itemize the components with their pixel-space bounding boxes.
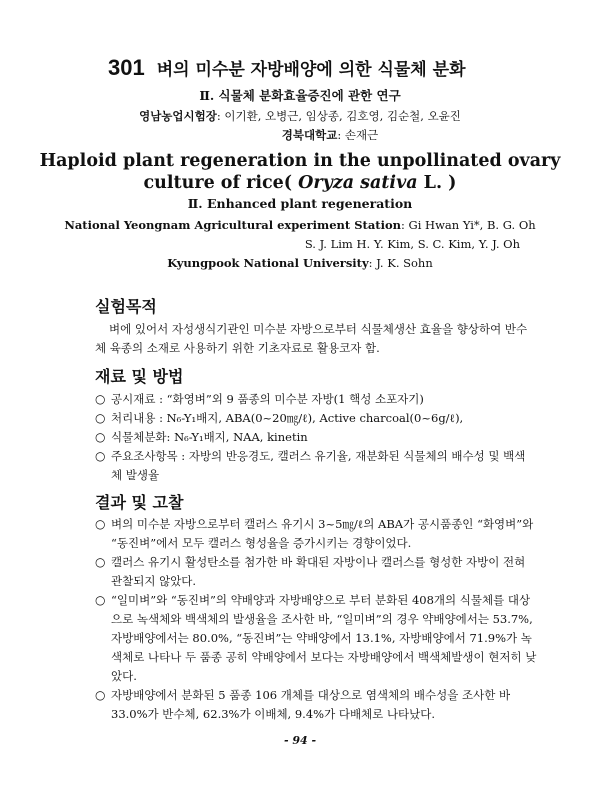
abstract-number: 301 — [108, 55, 145, 80]
section-heading-methods: 재료 및 방법 — [95, 367, 184, 386]
results-item-text: 캘러스 유기시 활성탄소를 첨가한 바 확대된 자방이나 캘러스를 형성한 자방이 전혀 관찰되지 않았다. — [111, 555, 526, 588]
bullet-circle-icon: ○ — [95, 411, 106, 425]
bullet-circle-icon: ○ — [95, 449, 106, 463]
institution-english-1: National Yeongnam Agricultural experiment Station — [64, 218, 401, 232]
institution-korean-1: 영남농업시험장 — [139, 109, 217, 123]
bullet-circle-icon: ○ — [95, 688, 106, 702]
results-item — [95, 686, 540, 724]
section-heading-results: 결과 및 고찰 — [95, 493, 184, 512]
page-number: - 94 - — [283, 734, 317, 747]
results-item-text: “일미벼”와 “동진벼”의 약배양과 자방배양으로 부터 분화된 408개의 식물체를 대상으로 녹색체와 백색체의 발생율을 조사한 바, “일미벼”의 경우 약배양에서는 53.7%, 자방배양에서는 80.0%, “동진벼”는 약배양에서 13.1%, 자방배양에서 71.9%가 녹색체로 나타나 두 품종 공히 약배양에서 보다는 자방배양에서 백색체발생이 현저히 낮았다. — [111, 593, 537, 683]
title-english — [0, 150, 600, 194]
methods-item — [95, 447, 535, 485]
bullet-circle-icon: ○ — [95, 392, 106, 406]
subtitle-korean: Ⅱ. 식물체 분화효율증진에 관한 연구 — [199, 88, 401, 103]
authors-english-line-1 — [0, 218, 600, 232]
authors-korean-line-1 — [0, 108, 600, 124]
author-names-english-2: : J. K. Sohn — [368, 256, 433, 270]
author-names-english-1: : Gi Hwan Yi*, B. G. Oh — [401, 218, 536, 232]
methods-item — [95, 390, 540, 409]
methods-item-text: 처리내용 : N₆-Y₁배지, ABA(0~20㎎/ℓ), Active charcoal(0~6g/ℓ), — [111, 411, 464, 425]
species-name: Oryza sativa — [298, 173, 418, 193]
institution-english-2: Kyungpook National University — [167, 256, 369, 270]
subtitle-english: Ⅱ. Enhanced plant regeneration — [187, 196, 413, 211]
section-heading-objective: 실험목적 — [95, 297, 157, 316]
objective-text: 벼에 있어서 자성생식기관인 미수분 자방으로부터 식물체생산 효율을 향상하여 반수체 육종의 소재로 사용하기 위한 기초자료로 활용코자 함. — [95, 322, 528, 355]
results-item-text: 자방배양에서 분화된 5 품종 106 개체를 대상으로 염색체의 배수성을 조사한 바 33.0%가 반수체, 62.3%가 이배체, 9.4%가 다배체로 나타났다. — [111, 688, 511, 721]
methods-item — [95, 428, 540, 447]
author-names-korean-2: : 손재근 — [337, 128, 379, 142]
results-item-text: 벼의 미수분 자방으로부터 캘러스 유기시 3~5㎎/ℓ의 ABA가 공시품종인 “화영벼”와 “동진벼”에서 모두 캘러스 형성율을 증가시키는 경향이었다. — [111, 517, 534, 550]
methods-item-text: 식물체분화: N₆-Y₁배지, NAA, kinetin — [111, 430, 308, 444]
authors-english-line-2: S. J. Lim H. Y. Kim, S. C. Kim, Y. J. Oh — [304, 237, 520, 251]
authors-korean-line-2 — [0, 127, 600, 143]
results-item — [95, 591, 540, 686]
title-english-line-2 — [0, 172, 600, 194]
bullet-circle-icon: ○ — [95, 593, 106, 607]
results-item — [95, 553, 540, 591]
bullet-circle-icon: ○ — [95, 555, 106, 569]
bullet-circle-icon: ○ — [95, 430, 106, 444]
methods-item — [95, 409, 540, 428]
methods-item-text: 공시재료 : “화영벼”외 9 품종의 미수분 자방(1 핵성 소포자기) — [111, 392, 424, 406]
results-item — [95, 515, 540, 553]
institution-korean-2: 경북대학교 — [281, 128, 338, 142]
author-names-korean-1: : 이기환, 오병근, 임상종, 김호영, 김순철, 오윤진 — [216, 109, 461, 123]
title-korean: 벼의 미수분 자방배양에 의한 식물체 분화 — [156, 60, 466, 80]
methods-item-text: 주요조사항목 : 자방의 반응경도, 캘러스 유기율, 재분화된 식물체의 배수성 및 백색체 발생율 — [111, 449, 526, 482]
title-english-line-2-post: L. ) — [417, 173, 457, 193]
title-english-line-1: Haploid plant regeneration in the unpollinated ovary — [39, 151, 561, 171]
authors-english-line-3 — [0, 256, 600, 270]
bullet-circle-icon: ○ — [95, 517, 106, 531]
paper-title — [0, 55, 600, 81]
title-english-line-2-pre: culture of rice( — [143, 173, 293, 193]
